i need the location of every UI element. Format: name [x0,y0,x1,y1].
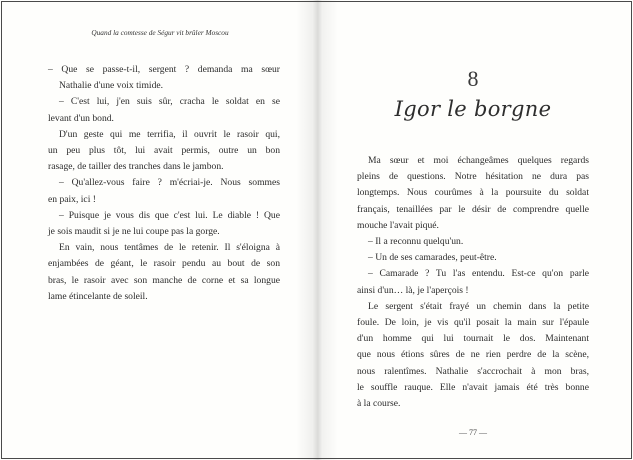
text-line: enjambées de géant, le rasoir pendu au bout de son [48,258,280,270]
text-line: longtemps. Nous courûmes à la poursuite du soldat [357,187,589,199]
text-line: foule. De loin, je vis qu'il posait la main sur l'épaule [357,317,589,329]
text-line: le souffle rauque. Elle n'avait jamais été très bonne [357,381,589,393]
text-line: à la course. [357,398,401,410]
text-line: – Camarade ? Tu l'as entendu. Est-ce qu'on parle [368,268,589,280]
text-line: lame étincelante de soleil. [48,290,148,302]
text-line: En vain, nous tentâmes de le retenir. Il s'éloigna à [59,242,280,254]
text-line: rasage, de tailler des tranches dans le jambon. [48,161,224,173]
text-line: un peu plus tôt, lui avait permis, outre un bon [48,145,280,157]
text-line: nous ralentîmes. Nathalie s'accrochait à mon bras, [357,365,589,377]
text-line: que nous étions sûres de ne rien perdre de la scène, [357,349,589,361]
text-line: – C'est lui, j'en suis sûr, cracha le soldat en se [59,96,280,108]
text-line: ainsi d'un… là, je l'aperçois ! [357,284,469,296]
text-line: levant d'un bond. [48,112,114,124]
running-head: Quand la comtesse de Ségur vit brûler Moscou [91,28,229,37]
text-line: pleins de questions. Notre hésitation ne dura pas [357,171,589,183]
text-line: Ma sœur et moi échangeâmes quelques regards [368,155,589,166]
text-line: mouche l'avait piqué. [357,219,439,231]
text-line: Nathalie d'une voix timide. [59,80,164,92]
text-line: d'un homme qui lui tournait le dos. Maintenant [357,333,589,345]
chapter-title: Igor le borgne [394,97,552,121]
text-line: en paix, ici ! [48,193,96,205]
chapter-number: 8 [467,66,479,91]
scan-border [1,1,632,459]
text-line: français, tenaillées par le désir de comprendre quelle [357,203,589,215]
text-line: je sois maudit si je ne lui coupe pas la gorge. [48,226,220,238]
text-line: Le sergent s'était frayé un chemin dans la petite [368,300,589,312]
text-line: – Il a reconnu quelqu'un. [368,236,464,248]
text-line: – Que se passe-t-il, sergent ? demanda ma sœur [48,64,280,75]
text-line: – Puisque je vous dis que c'est lui. Le diable ! Que [59,209,280,221]
text-line: – Qu'allez-vous faire ? m'écriai-je. Nous sommes [59,177,280,189]
text-line: – Un de ses camarades, peut-être. [368,252,497,264]
text-line: bras, le rasoir avec son manche de corne et sa longue [48,274,280,286]
text-line: D'un geste qui me terrifia, il ouvrit le rasoir qui, [59,128,280,140]
page-number: — 77 — [459,428,487,437]
